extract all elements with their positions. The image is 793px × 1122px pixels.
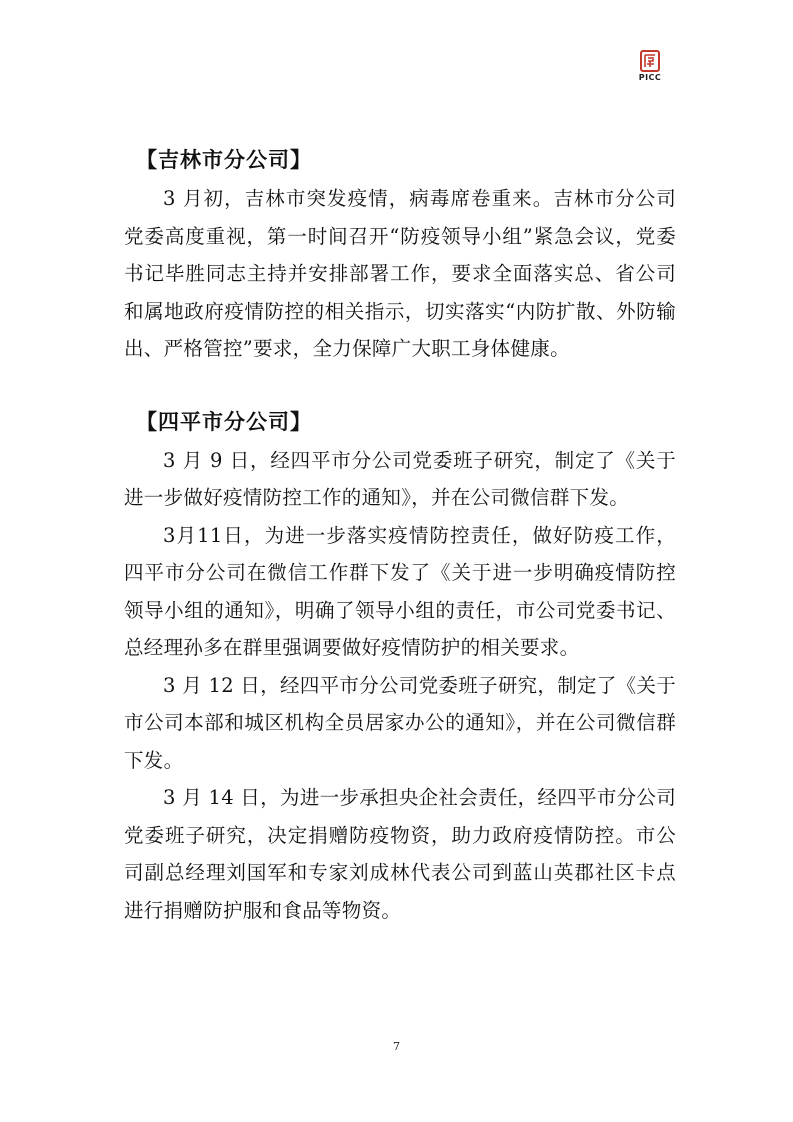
section-heading: 【四平市分公司】 bbox=[136, 409, 312, 434]
paragraph: 3月11日，为进一步落实疫情防控责任，做好防疫工作，四平市分公司在微信工作群下发了《关于进一步明确疫情防控领导小组的通知》，明确了领导小组的责任，市公司党委书记、总经理孙多在群里强调要做好疫情防护的相关要求。 bbox=[124, 523, 676, 659]
section-heading: 【吉林市分公司】 bbox=[136, 148, 312, 172]
paragraph: 3 月 9 日，经四平市分公司党委班子研究，制定了《关于进一步做好疫情防控工作的通知》，并在公司微信群下发。 bbox=[124, 448, 676, 509]
section-siping bbox=[124, 402, 676, 930]
logo-text: PICC bbox=[638, 73, 662, 82]
paragraph: 3 月 14 日，为进一步承担央企社会责任，经四平市分公司党委班子研究，决定捐赠防疫物资，助力政府疫情防控。市公司副总经理刘国军和专家刘成林代表公司到蓝山英郡社区卡点进行捐赠防护服和食品等物资。 bbox=[124, 786, 677, 922]
picc-logo bbox=[633, 50, 667, 90]
paragraph: 3 月初，吉林市突发疫情，病毒席卷重来。吉林市分公司党委高度重视，第一时间召开“防疫领导小组”紧急会议，党委书记毕胜同志主持并安排部署工作，要求全面落实总、省公司和属地政府疫情防控的相关指示，切实落实“内防扩散、外防输出、严格管控”要求，全力保障广大职工身体健康。 bbox=[124, 187, 676, 360]
document-body bbox=[124, 140, 676, 963]
section-jilin bbox=[124, 140, 676, 368]
picc-seal-icon bbox=[640, 50, 660, 72]
page-number: 7 bbox=[393, 1040, 400, 1053]
paragraph: 3 月 12 日，经四平市分公司党委班子研究，制定了《关于市公司本部和城区机构全员居家办公的通知》，并在公司微信群下发。 bbox=[124, 673, 677, 772]
